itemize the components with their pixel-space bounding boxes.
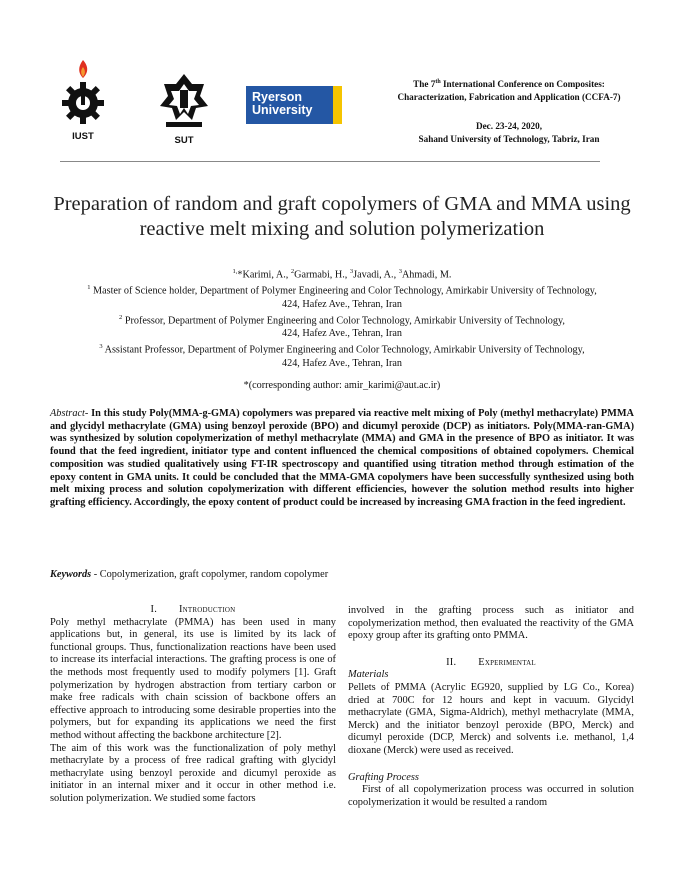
header-divider — [60, 161, 600, 162]
iust-logo — [60, 58, 106, 140]
subheading-grafting-process: Grafting Process — [348, 771, 419, 783]
sut-emblem-icon — [158, 72, 210, 130]
ryerson-logo-line2: University — [252, 103, 313, 117]
subheading-materials: Materials — [348, 669, 389, 681]
intro-paragraph-2-continued: involved in the grafting process such as initiator and copolymerization method, then evaluated the reactivity of the GMA epoxy group after its grafting onto PMMA. — [348, 605, 634, 642]
iust-gear-torch-icon — [60, 58, 106, 126]
authors-and-affiliations — [40, 265, 644, 392]
section-heading-introduction: I. Introduction — [150, 604, 236, 615]
body-column-left — [50, 604, 336, 806]
affiliation-2: $^2$ Professor, Department of Polymer Engineering and Color Technology, Amirkabir University of Technology, 424, Hafez Ave., Tehran, Iran — [119, 313, 565, 340]
conference-info — [360, 76, 658, 146]
abstract — [50, 408, 634, 510]
keywords-text: - Copolymerization, graft copolymer, random copolymer — [91, 569, 329, 580]
ryerson-logo-line1: Ryerson — [252, 90, 303, 104]
conference-name-line2: Characterization, Fabrication and Application (CCFA-7) — [397, 92, 621, 103]
iust-logo-caption: IUST — [72, 131, 94, 142]
conference-date: Dec. 23-24, 2020, — [475, 121, 543, 132]
section-heading-experimental: II. Experimental — [446, 656, 536, 668]
abstract-label: Abstract- — [50, 408, 89, 419]
paper-title: Preparation of random and graft copolymers of GMA and MMA using reactive melt mixing and solution polymerization — [53, 193, 631, 240]
corresponding-author: *(corresponding author: amir_karimi@aut.ac.ir) — [243, 379, 441, 391]
intro-paragraph-1: Poly methyl methacrylate (PMMA) has been used in many applications but, in general, its use is limited by its lack of functional groups. Thus, functionalization reactions have been used to increase its interfacial interactions. The grafting process is one of the methods most frequently used to modify polymers [1]. Graft polymerization by hydrogen abstraction from tertiary carbon or make free radicals with chain scission of backbone offers an effective approach to introducing some desirable properties into the polymers, but for expanding its applications we need the first method without affecting the backbone architecture [2]. — [50, 616, 336, 741]
grafting-paragraph: First of all copolymerization process was occurred in solution copolymerization it would be resulted a random — [348, 784, 634, 808]
keywords-label: Keywords — [50, 569, 92, 580]
affiliation-1: $^1$ Master of Science holder, Department of Polymer Engineering and Color Technology, Amirkabir University of Technology, 424, Hafez Ave., Tehran, Iran — [87, 284, 597, 310]
abstract-text: In this study Poly(MMA-g-GMA) copolymers was prepared via reactive melt mixing of Poly (methyl methacrylate) PMMA and glycidyl methacrylate (GMA) using benzoyl peroxide (BPO) and dicumyl peroxide (DCP) as initiators. Poly(MMA-ran-GMA) was synthesized by solution copolymerization of methyl methacrylate (MMA) and GMA in the presence of BPO as initiator. It was found that the feed ingredient, initiator type and content influenced the chemical compositions of obtained copolymers. Chemical composition was studied qualitatively using FT-IR spectroscopy and quantified using titration method through estimation of the epoxy content in GMA units. It could be concluded that the MMA-GMA copolymers have been successfully synthesized using both melt mixing process and solution copolymerization with different efficiencies, however the solution method results into higher grafting efficiency. Accordingly, the epoxy content of product could be increased by increasing GMA fraction in the feed ingredient. — [50, 408, 634, 508]
affiliation-3: $^3$ Assistant Professor, Department of Polymer Engineering and Color Technology, Amirkabir University of Technology, 424, Hafez Ave., Tehran, Iran — [99, 343, 585, 369]
conference-venue: Sahand University of Technology, Tabriz, Iran — [418, 134, 600, 145]
conference-name-line1: The 7th International Conference on Composites: — [413, 79, 605, 90]
sut-logo-caption: SUT — [174, 135, 194, 146]
intro-paragraph-2: The aim of this work was the functionalization of poly methyl methacrylate by a process of free radical grafting with glycidyl methacrylate using benzoyl peroxide and dicumyl peroxide as initiator in an internal mixer and it occur in other method i.e. solution polymerization. We studied some factors — [50, 742, 336, 804]
keywords — [50, 569, 634, 580]
body-column-right — [348, 605, 634, 809]
ryerson-university-logo — [246, 86, 342, 124]
materials-paragraph: Pellets of PMMA (Acrylic EG920, supplied by LG Co., Korea) dried at 700C for 12 hours and kept in vacuum. Glycidyl methacrylate (GMA, Sigma-Aldrich), methyl methacrylate (MMA, Merck) and the initiator benzoyl peroxide (BPO, Merck) and dicumyl peroxide (DCP, Merck) and solvents i.e. methanol, 1,4 dioxane (Merck) were used as received. — [348, 681, 634, 756]
author-list: $^{1,}$*Karimi, A., $^2$Garmabi, H., $^3$Javadi, A., $^3$Ahmadi, M. — [232, 268, 452, 281]
sut-logo — [158, 72, 210, 144]
